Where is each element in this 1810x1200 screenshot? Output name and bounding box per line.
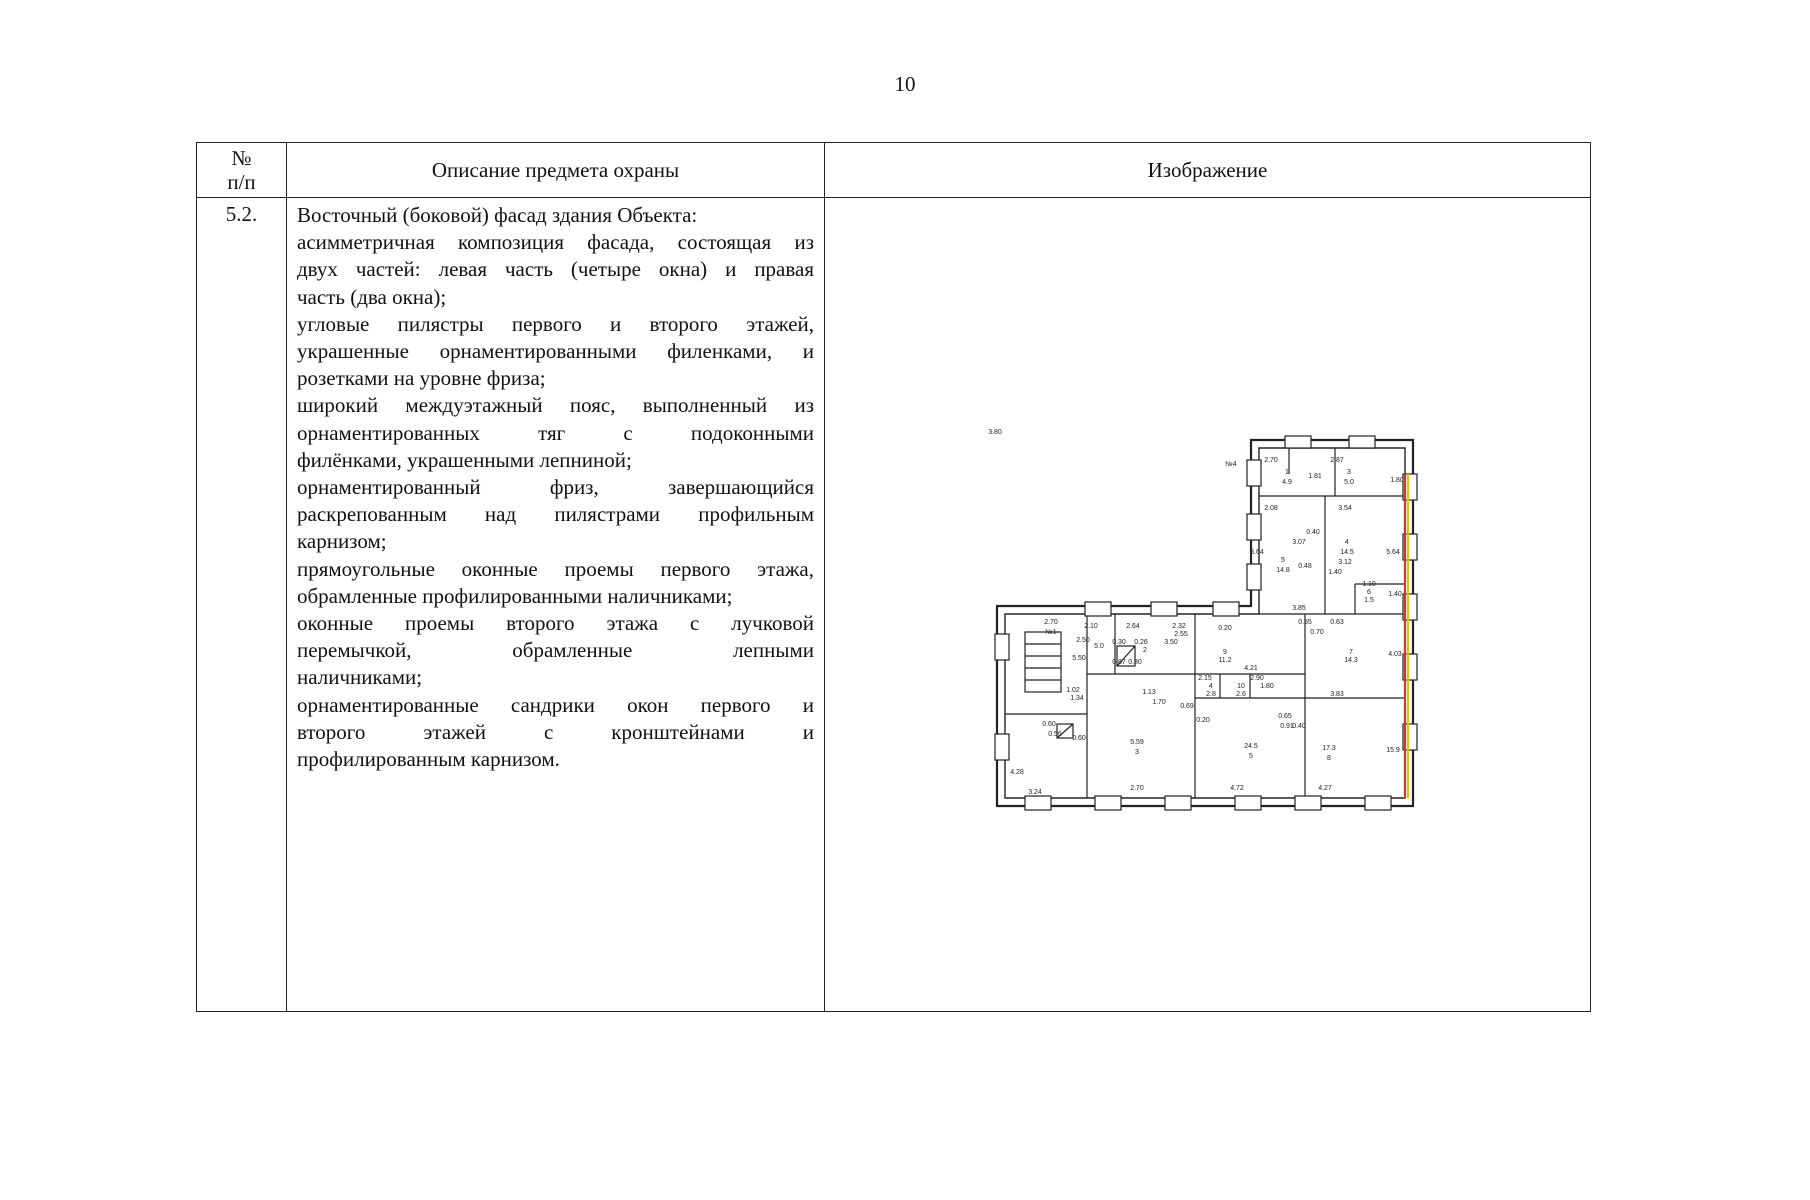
floor-plan-label: 15.9 [1386, 747, 1400, 754]
floor-plan-label: 1.80 [1260, 683, 1274, 690]
floor-plan-label: 1.81 [1308, 473, 1322, 480]
floor-plan-label: 3 [1347, 469, 1351, 476]
floor-plan-label: 5.59 [1130, 739, 1144, 746]
floor-plan-label: 4.21 [1244, 665, 1258, 672]
floor-plan-drawing [988, 429, 1415, 852]
description-line: раскрепованным над пилястрами профильным [297, 502, 814, 527]
floor-plan-label: 2.10 [1084, 623, 1098, 630]
floor-plan-label: 2.55 [1174, 631, 1188, 638]
floor-plan-label: 0.70 [1310, 629, 1324, 636]
description-line: орнаментированный фриз, завершающийся [297, 475, 814, 500]
page-number: 10 [894, 72, 916, 96]
floor-plan-label: 0.63 [1330, 619, 1344, 626]
floor-plan-label: 0.55 [1298, 619, 1312, 626]
floor-plan-label: 1.02 [1066, 687, 1080, 694]
description-line: карнизом; [297, 529, 387, 554]
floor-plan-label: 3.24 [1028, 789, 1042, 796]
floor-plan-label: 14.8 [1276, 567, 1290, 574]
floor-plan-label: 1.70 [1152, 699, 1166, 706]
floor-plan-label: 1.80 [1390, 477, 1404, 484]
floor-plan-label: 0.26 [1134, 639, 1148, 646]
description-line: Восточный (боковой) фасад здания Объекта: [297, 203, 698, 227]
floor-plan-label: 4.28 [1010, 769, 1024, 776]
floor-plan-label: 0.91 [1280, 723, 1294, 730]
description-line: наличниками; [297, 665, 423, 690]
description-line: перемычкой, обрамленные лепными [297, 638, 814, 663]
floor-plan-label: 6 [1367, 589, 1371, 596]
floor-plan-label: 8 [1327, 755, 1331, 762]
floor-plan-label: 2.6 [1236, 691, 1246, 698]
floor-plan-label: 0.69 [1180, 703, 1194, 710]
floor-plan-label: 11.2 [1218, 657, 1232, 664]
description-line: орнаментированных тяг с подоконными [297, 420, 814, 445]
floor-plan-label: 4.03 [1388, 651, 1402, 658]
floor-plan-label: 0.30 [1112, 639, 1126, 646]
table-header-row [197, 143, 1591, 198]
description-text [297, 202, 814, 773]
floor-plan-label: 0.60 [1072, 735, 1086, 742]
description-line: обрамленные профилированными наличниками; [297, 583, 733, 608]
description-line: второго этажей с кронштейнами и [297, 719, 814, 744]
floor-plan-label: 2.87 [1330, 457, 1344, 464]
description-line: двух частей: левая часть (четыре окна) и правая [297, 257, 814, 282]
floor-plan-label: 1.10 [1362, 581, 1376, 588]
floor-plan-label: 2.08 [1264, 505, 1278, 512]
description-line: угловые пилястры первого и второго этажей, [297, 311, 814, 336]
floor-plan-label: 5.64 [1386, 549, 1400, 556]
floor-plan-label: 3.80 [988, 429, 1002, 436]
floor-plan-label: 0.87 [1112, 659, 1126, 666]
row-description [287, 198, 825, 1012]
floor-plan-label: 0.48 [1298, 563, 1312, 570]
floor-plan-label: 3.07 [1292, 539, 1306, 546]
description-line: оконные проемы второго этажа с лучковой [297, 611, 814, 636]
description-line: розетками на уровне фриза; [297, 366, 546, 391]
floor-plan-label: 17.3 [1322, 745, 1336, 752]
floor-plan-label: 2.8 [1206, 691, 1216, 698]
floor-plan-label: 1.13 [1142, 689, 1156, 696]
floor-plan-label: 10 [1237, 683, 1245, 690]
floor-plan-label: 4.27 [1318, 785, 1332, 792]
floor-plan-label: 14.3 [1344, 657, 1358, 664]
floor-plan-label: 1.34 [1070, 695, 1084, 702]
floor-plan-label: 1.40 [1328, 569, 1342, 576]
floor-plan-label: 0.65 [1278, 713, 1292, 720]
floor-plan-label: 0.20 [1196, 717, 1210, 724]
description-line: профилированным карнизом. [297, 747, 560, 772]
row-image [825, 198, 1591, 1012]
floor-plan-label: 7 [1349, 649, 1353, 656]
table-row [197, 198, 1591, 1012]
floor-plan-label: 2 [1143, 647, 1147, 654]
header-image: Изображение [825, 143, 1591, 198]
description-line: асимметричная композиция фасада, состоящая из [297, 230, 814, 255]
floor-plan-label: 9 [1223, 649, 1227, 656]
floor-plan-label: 0.56 [1048, 731, 1062, 738]
protection-subject-table [196, 142, 1591, 1012]
header-description: Описание предмета охраны [287, 143, 825, 198]
floor-plan-label: 5 [1281, 557, 1285, 564]
description-line: орнаментированные сандрики окон первого и [297, 692, 814, 717]
floor-plan-label: 0.60 [1042, 721, 1056, 728]
description-line: украшенные орнаментированными филенками, и [297, 339, 814, 364]
description-line: филёнками, украшенными лепниной; [297, 447, 632, 472]
floor-plan-label: 3.54 [1338, 505, 1352, 512]
floor-plan-label: 2.70 [1130, 785, 1144, 792]
floor-plan-label: 2.70 [1044, 619, 1058, 626]
floor-plan-label: 3.83 [1330, 691, 1344, 698]
row-number: 5.2. [197, 198, 287, 1012]
floor-plan-label: №1 [1045, 629, 1057, 636]
floor-plan-label: 1 [1285, 469, 1289, 476]
floor-plan-label: 3.12 [1338, 559, 1352, 566]
floor-plan-label: 24.5 [1244, 743, 1258, 750]
description-line: часть (два окна); [297, 284, 447, 309]
floor-plan-label: 2.70 [1264, 457, 1278, 464]
floor-plan-label: №4 [1225, 461, 1237, 468]
floor-plan-label: 5.0 [1094, 643, 1104, 650]
floor-plan-label: 14.5 [1340, 549, 1354, 556]
floor-plan-label: 3.50 [1164, 639, 1178, 646]
floor-plan-label: 4 [1345, 539, 1349, 546]
floor-plan-label: 0.80 [1128, 659, 1142, 666]
floor-plan-label: 2.50 [1076, 637, 1090, 644]
floor-plan-label: 1.40 [1388, 591, 1402, 598]
floor-plan-label: 3 [1135, 749, 1139, 756]
description-line: прямоугольные оконные проемы первого этажа, [297, 556, 814, 581]
floor-plan-label: 5.0 [1344, 479, 1354, 486]
description-line: широкий междуэтажный пояс, выполненный из [297, 393, 814, 418]
floor-plan-label: 4.72 [1230, 785, 1244, 792]
floor-plan-label: 0.20 [1218, 625, 1232, 632]
floor-plan-label: 3.85 [1292, 605, 1306, 612]
floor-plan-label: 2.32 [1172, 623, 1186, 630]
floor-plan-label: 4 [1209, 683, 1213, 690]
floor-plan-label: 4.9 [1282, 479, 1292, 486]
floor-plan-label: 2.90 [1250, 675, 1264, 682]
floor-plan-label: 2.15 [1198, 675, 1212, 682]
header-number: № п/п [197, 143, 287, 198]
floor-plan-label: 1.5 [1364, 597, 1374, 604]
floor-plan-label: 5 [1249, 753, 1253, 760]
floor-plan-label: 5.64 [1250, 549, 1264, 556]
floor-plan-label: 5.50 [1072, 655, 1086, 662]
floor-plan-label: 2.64 [1126, 623, 1140, 630]
floor-plan-label: 0.40 [1292, 723, 1306, 730]
floor-plan-label: 0.40 [1306, 529, 1320, 536]
